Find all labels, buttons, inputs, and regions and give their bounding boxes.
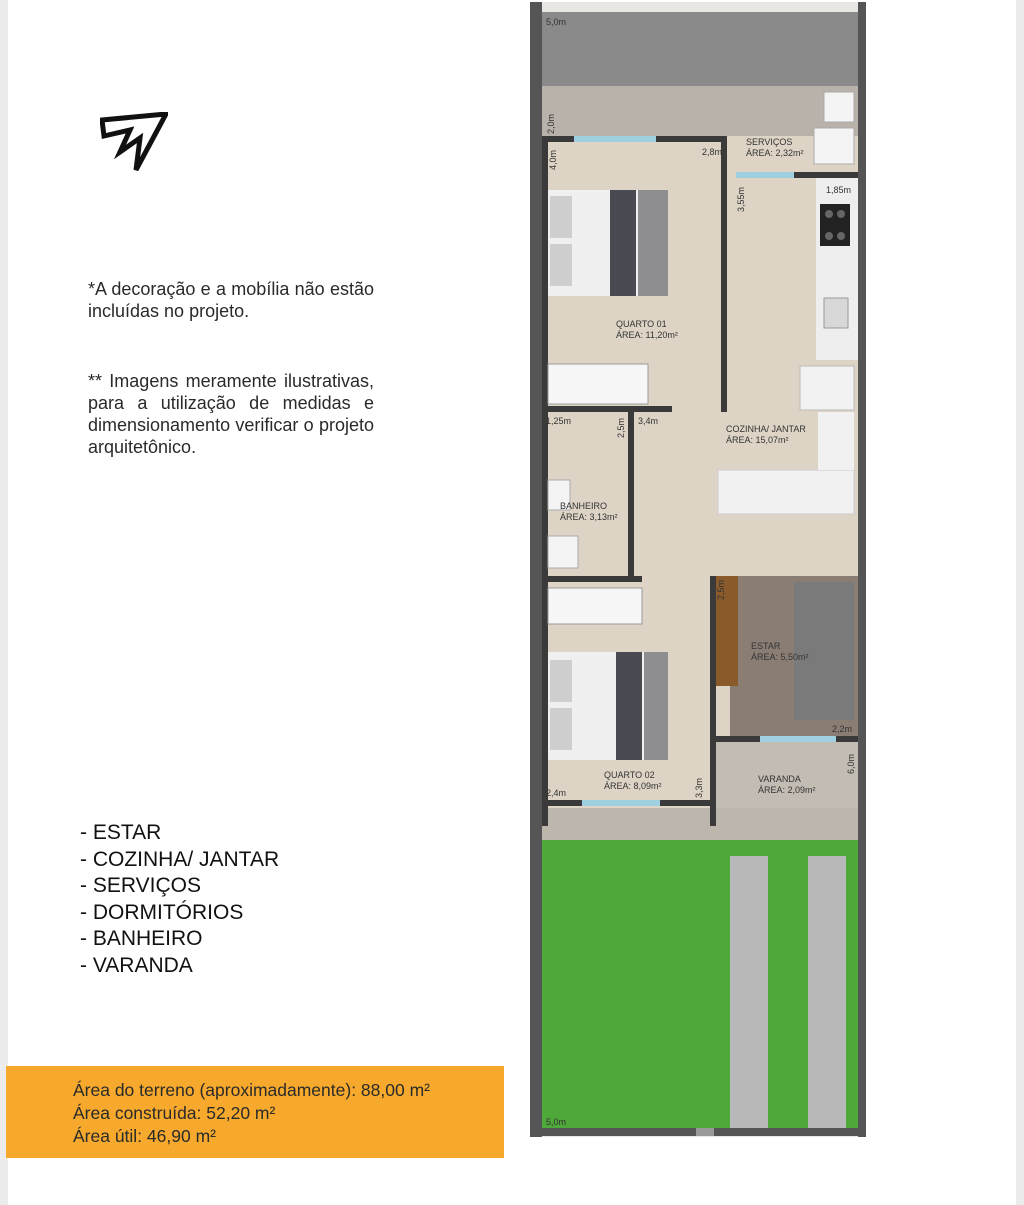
dim-q2-width: 2,4m <box>546 788 567 798</box>
zv-monogram-logo-icon <box>100 112 168 172</box>
dim-serv-width: 1,85m <box>826 185 852 195</box>
dim-bottom-width: 5,0m <box>546 1117 567 1127</box>
dim-bath-depth: 2,5m <box>616 417 626 438</box>
estar-area: ÁREA: 5,50m² <box>751 652 809 662</box>
useful-area: Área útil: 46,90 m² <box>73 1126 216 1146</box>
varanda-area: ÁREA: 2,09m² <box>758 785 816 795</box>
dim-q1-width: 2,8m <box>702 147 723 157</box>
quarto-01-label: QUARTO 01 <box>616 319 667 329</box>
dim-back-depth: 2,0m <box>546 113 556 134</box>
illustrative-images-disclaimer: ** Imagens meramente ilustrativas, para a utilização de medidas e dimensionamento verificar o projeto arquitetônico. <box>88 371 374 457</box>
dim-top-width: 5,0m <box>546 17 567 27</box>
furniture-disclaimer: *A decoração e a mobília não estão incluídas no projeto. <box>88 279 374 321</box>
dim-q2-depth: 3,3m <box>694 777 704 798</box>
dim-estar-width: 2,2m <box>832 724 853 734</box>
quarto-02-area: ÁREA: 8,09m² <box>604 781 662 791</box>
area-summary-box <box>6 1066 504 1158</box>
estar-label: ESTAR <box>751 641 781 651</box>
list-item: - COZINHA/ JANTAR <box>80 847 280 871</box>
cozinha-area: ÁREA: 15,07m² <box>726 435 789 445</box>
dining-table <box>718 470 854 514</box>
varanda-label: VARANDA <box>758 774 801 784</box>
floor-plan <box>520 0 880 1145</box>
dim-serv-depth: 3,55m <box>736 186 746 212</box>
banheiro-area: ÁREA: 3,13m² <box>560 512 618 522</box>
left-frame-edge <box>0 0 8 1205</box>
driveway-strip <box>730 856 768 1128</box>
driveway-strip <box>808 856 846 1128</box>
list-item: - VARANDA <box>80 953 193 977</box>
servicos-label: SERVIÇOS <box>746 137 793 147</box>
list-item: - SERVIÇOS <box>80 874 201 898</box>
sofa <box>794 582 854 720</box>
banheiro-label: BANHEIRO <box>560 501 608 511</box>
built-area: Área construída: 52,20 m² <box>73 1103 276 1123</box>
quarto-02-label: QUARTO 02 <box>604 770 655 780</box>
dim-kitchen-width: 3,4m <box>638 416 659 426</box>
rooms-list <box>80 820 279 980</box>
list-item: - ESTAR <box>80 821 162 844</box>
washing-machine <box>814 128 854 164</box>
quarto-01-area: ÁREA: 11,20m² <box>616 330 678 340</box>
back-yard <box>542 12 858 86</box>
servicos-area: ÁREA: 2,32m² <box>746 148 804 158</box>
dim-estar-depth: 2,5m <box>716 579 726 600</box>
right-frame-edge <box>1016 0 1024 1205</box>
land-area: Área do terreno (aproximadamente): 88,00 m² <box>73 1080 430 1100</box>
dim-bath-width: 1,25m <box>546 416 572 426</box>
dim-front-depth: 6,0m <box>846 753 856 774</box>
list-item: - BANHEIRO <box>80 927 203 951</box>
dim-q1-depth: 4,0m <box>548 149 558 170</box>
list-item: - DORMITÓRIOS <box>80 900 244 924</box>
cozinha-label: COZINHA/ JANTAR <box>726 424 806 434</box>
